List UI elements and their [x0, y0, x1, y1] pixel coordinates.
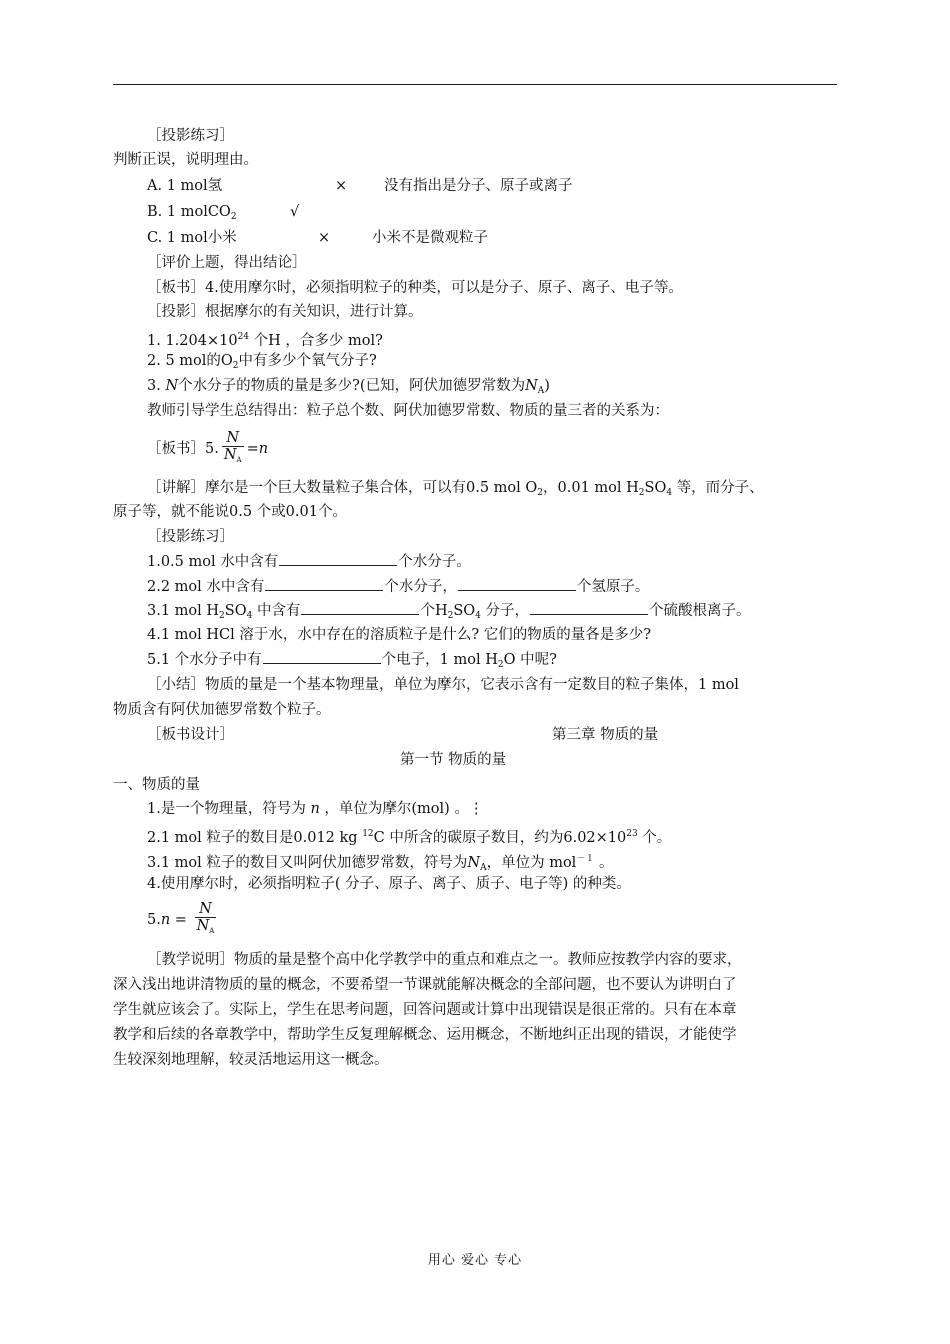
paragraph: 教师引导学生总结得出：粒子总个数、阿伏加德罗常数、物质的量三者的关系为：: [147, 403, 669, 419]
fill-question-4: 4.1 mol HCl 溶于水，水中存在的溶质粒子是什么? 它们的物质的量各是多少?: [147, 627, 652, 643]
fill-question-2: 2.2 mol 水中含有 个水分子， 个氢原子。: [147, 576, 649, 597]
page-footer: 用心 爱心 专心: [427, 1253, 523, 1268]
answer-blank[interactable]: [530, 600, 648, 615]
formula-fraction: $\frac{N}{N_A}$: [223, 430, 242, 464]
answer-blank[interactable]: [458, 576, 576, 591]
answer-blank[interactable]: [301, 600, 419, 615]
outline-item-1: 1.是一个物理量，符号为 n ，单位为摩尔(mol) 。⋮: [147, 801, 484, 817]
outline-item-3: 3.1 mol 粒子的数目又叫阿伏加德罗常数，符号为$N_A$，单位为 mol$^{-1}$ 。: [147, 854, 614, 873]
summary: ［小结］物质的量是一个基本物理量，单位为摩尔，它表示含有一定数目的粒子集体，1 mol: [147, 677, 739, 693]
section-heading: ［评价上题，得出结论］: [147, 255, 307, 271]
section-heading: ［投影练习］: [147, 128, 234, 144]
board-formula: ［板书］5. $\frac{N}{N_A}$ =n: [147, 430, 268, 468]
question-3: 3. N个水分子的物质的量是多少?(已知，阿伏加德罗常数为$N_A$): [147, 378, 550, 396]
answer-blank[interactable]: [263, 649, 381, 664]
teaching-note-line: 深入浅出地讲清物质的量的概念，不要希望一节课就能解决概念的全部问题，也不要认为讲明白了: [113, 977, 737, 993]
board-note: ［板书］4.使用摩尔时，必须指明粒子的种类，可以是分子、原子、离子、电子等。: [147, 280, 683, 296]
section-heading: ［投影练习］: [147, 529, 234, 545]
board-design-heading: ［板书设计］ 第三章 物质的量: [147, 727, 659, 743]
explanation: ［讲解］摩尔是一个巨大数量粒子集合体，可以有0.5 mol $O_2$，0.01 mol $H_2SO_4$ 等，而分子、: [147, 480, 764, 498]
teaching-note-line: 教学和后续的各章教学中，帮助学生反复理解概念、运用概念，不断地纠正出现的错误，才能使学: [113, 1027, 737, 1043]
exercise-item-b: B. 1 molCO$_2$ √: [147, 204, 300, 222]
outline-item-2: 2.1 mol 粒子的数目是0.012 kg $^{12}$C 中所含的碳原子数目，约为$6.02\times 10^{23}$ 个。: [147, 829, 672, 846]
exercise-item-a: A. 1 mol氢 × 没有指出是分子、原子或离子: [147, 178, 573, 194]
outline-item-5: 5.n = $\frac{N}{N_A}$: [147, 900, 219, 940]
teaching-note: ［教学说明］物质的量是整个高中化学教学中的重点和难点之一。教师应按教学内容的要求，: [147, 952, 742, 968]
exercise-item-c: C. 1 mol小米 × 小米不是微观粒子: [147, 230, 488, 246]
teaching-note-line: 生较深刻地理解，较灵活地运用这一概念。: [113, 1052, 389, 1068]
paragraph: 物质含有阿伏加德罗常数个粒子。: [113, 702, 331, 718]
section-title: 第一节 物质的量: [400, 752, 507, 768]
chapter-title: 第三章 物质的量: [552, 727, 659, 743]
fill-question-5: 5.1 个水分子中有 个电子，1 mol $H_2O$ 中呢?: [147, 649, 557, 675]
paragraph: 原子等，就不能说0.5 个或0.01个。: [113, 504, 347, 520]
paragraph: ［投影］根据摩尔的有关知识，进行计算。: [147, 304, 423, 320]
fill-question-3: 3.1 mol $H_2SO_4$ 中含有 个$H_2SO_4$ 分子， 个硫酸根离子。: [147, 600, 751, 626]
formula-fraction: $\frac{N}{N_A}$: [196, 901, 215, 935]
header-rule: [113, 84, 837, 85]
outline-heading: 一、物质的量: [113, 777, 200, 793]
outline-item-4: 4.使用摩尔时，必须指明粒子( 分子、原子、离子、质子、电子等) 的种类。: [147, 876, 631, 892]
answer-blank[interactable]: [279, 551, 397, 566]
paragraph: 判断正误，说明理由。: [113, 152, 258, 168]
fill-question-1: 1.0.5 mol 水中含有 个水分子。: [147, 551, 471, 572]
question-1: 1. $1.204\times 10^{24}$ 个H ，合多少 mol?: [147, 332, 383, 349]
question-2: 2. 5 mol的$O_2$中有多少个氧气分子?: [147, 353, 377, 371]
answer-blank[interactable]: [265, 576, 383, 591]
teaching-note-line: 学生就应该会了。实际上，学生在思考问题，回答问题或计算中出现错误是很正常的。只有在本章: [113, 1002, 737, 1018]
